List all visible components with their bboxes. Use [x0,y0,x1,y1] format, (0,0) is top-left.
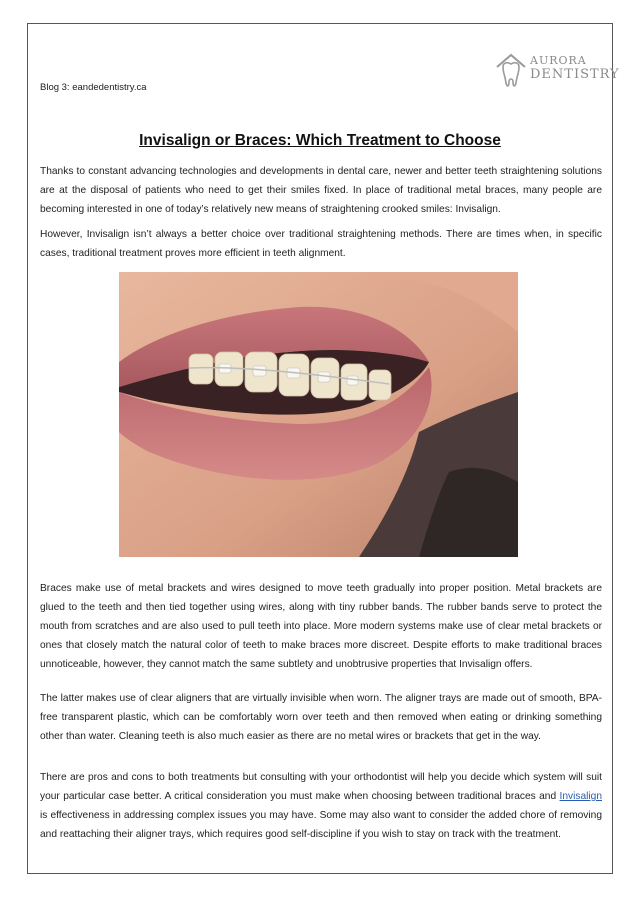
paragraph-intro: Thanks to constant advancing technologies and developments in dental care, newer and better teeth straightening solutions are at the disposal of patients who need to get their smiles fixed. In place of traditional metal braces, many people are becoming interested in one of today’s relatively new means of straightening crooked smiles: Invisalign. [40,166,602,215]
paragraph-aligners: The latter makes use of clear aligners that are virtually invisible when worn. The aligner trays are made out of smooth, BPA-free transparent plastic, which can be comfortably worn over teeth and then removed when eating or drinking something other than water. Cleaning teeth is also much easier as there are no metal wires or brackets that get in the way. [40,693,602,742]
para5-text-after: is effectiveness in addressing complex issues you may have. Some may also want to consider the added chore of removing and reattaching their aligner trays, which requires good self-discipline if you wish to stay on track with the treatment. [40,810,602,840]
blog-reference: Blog 3: eandedentistry.ca [40,82,147,93]
paragraph-however: However, Invisalign isn’t always a better choice over traditional straightening methods. There are times when, in specific cases, traditional treatment proves more efficient in teeth alignment. [40,229,602,259]
invisalign-link[interactable]: Invisalign [559,791,602,802]
para5-text-before: There are pros and cons to both treatments but consulting with your orthodontist will help you decide which system will suit your particular case better. A critical consideration you must make when choosing between traditional braces and [40,772,602,802]
document-page [27,23,620,874]
tooth-house-icon [494,51,528,91]
logo-wordmark [530,55,620,81]
logo-line2: DENTISTRY [530,67,620,82]
paragraph-pros-cons [40,768,602,844]
aurora-dentistry-logo [494,51,620,93]
article-title: Invisalign or Braces: Which Treatment to Choose [139,132,501,149]
paragraph-braces: Braces make use of metal brackets and wires designed to move teeth gradually into proper position. Metal brackets are glued to the teeth and then tied together using wires, along with tiny rubber bands. The rubber bands serve to protect the mouth from scratches and are also used to pull teeth into place. More modern systems make use of clear metal brackets or ones that closely match the natural color of teeth to make braces more discreet. Despite efforts to make traditional braces unnoticeable, however, they cannot match the same subtlety and unobtrusive properties that Invisalign offers. [40,583,602,670]
braces-smile-photo [119,272,518,557]
logo-line1: AURORA [530,54,587,67]
